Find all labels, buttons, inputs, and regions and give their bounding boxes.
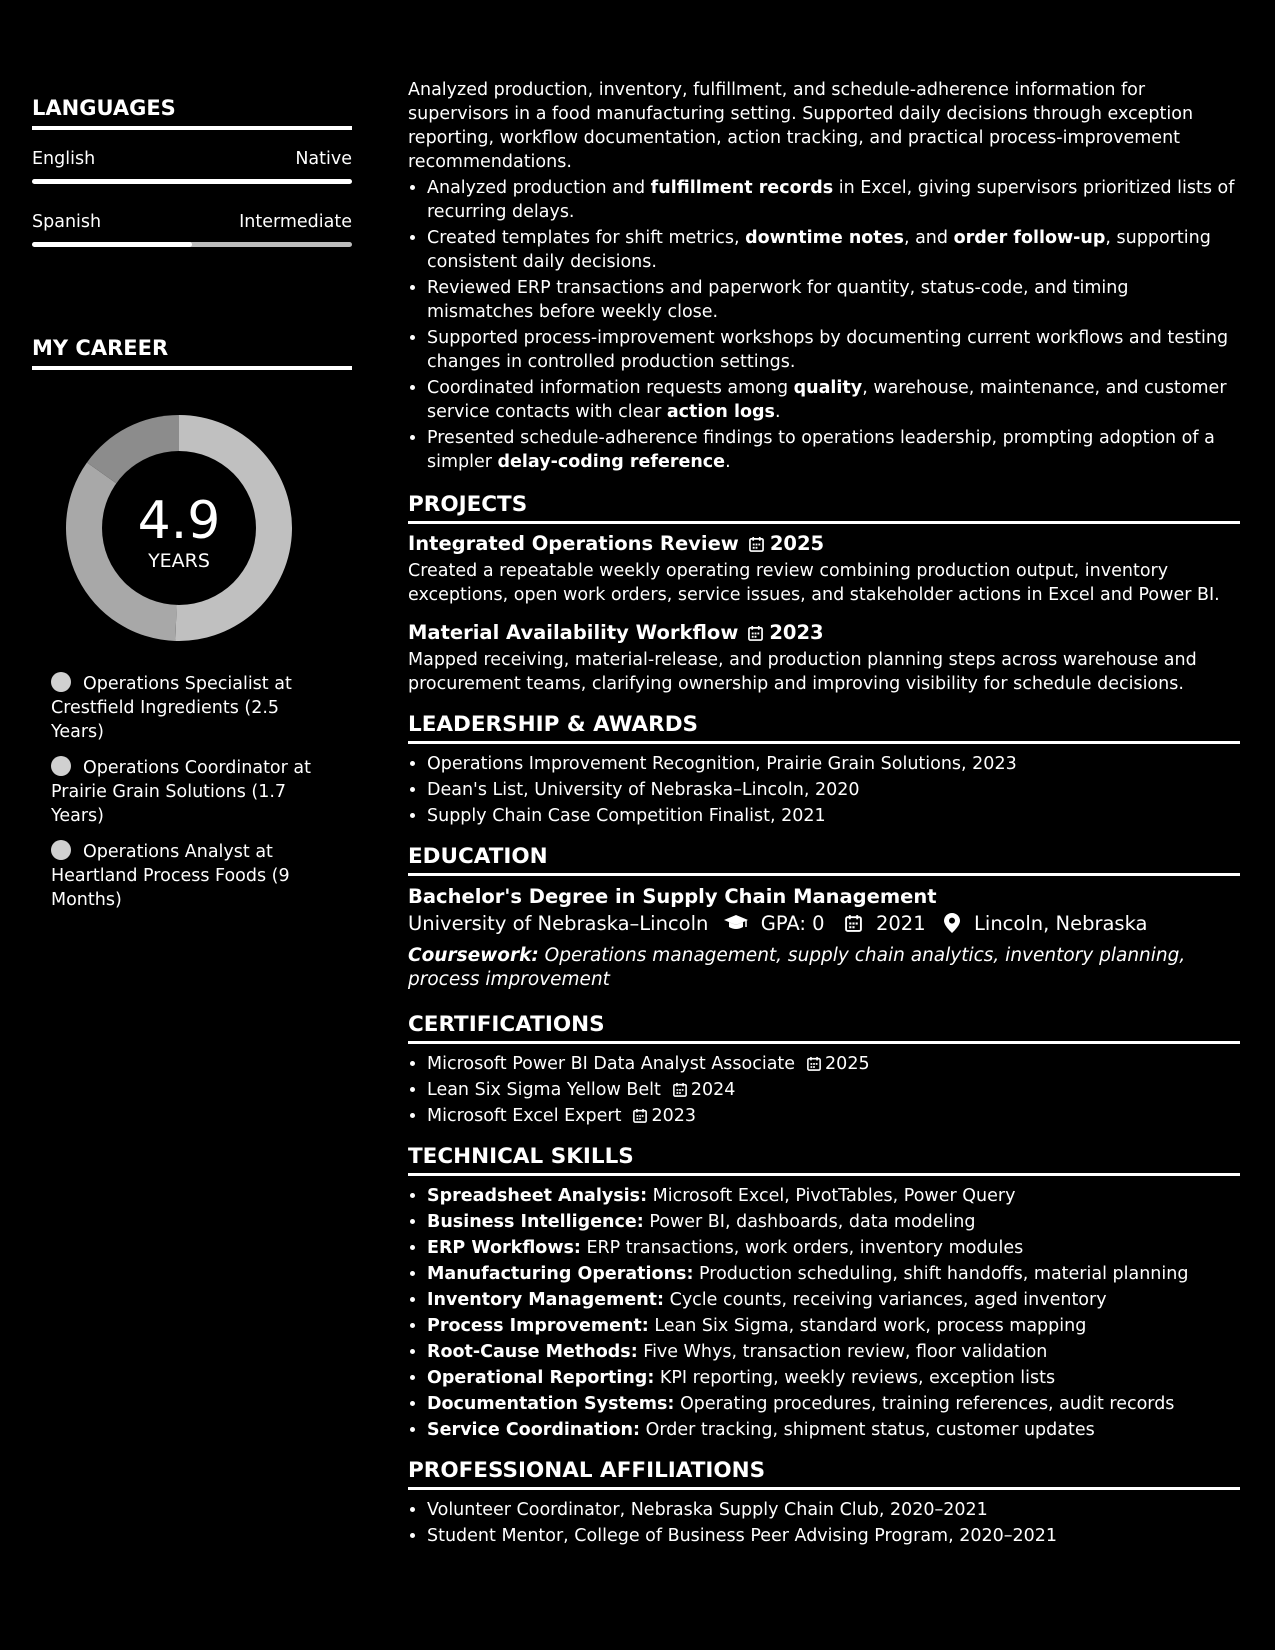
certification-item [427,1078,1240,1102]
skill-label: ERP Workflows: [427,1238,581,1258]
leadership-title: LEADERSHIP & AWARDS [408,712,1240,744]
language-proficiency-bar [32,179,352,184]
leadership-list [408,752,1240,828]
project-item [408,532,1240,607]
languages-title: LANGUAGES [32,96,352,130]
language-proficiency-fill [32,242,192,247]
experience-bullet: • Supported process-improvement workshops by documenting current workflows and testing changes in controlled production settings. [427,326,1240,374]
main-content [408,78,1240,1550]
career-legend-item [51,672,336,744]
skill-value: Production scheduling, shift handoffs, material planning [693,1264,1189,1284]
legend-dot-icon [51,840,71,860]
list-item: • Dean's List, University of Nebraska–Lincoln, 2020 [427,778,1240,802]
certification-year: 2023 [651,1106,697,1126]
skill-item [427,1184,1240,1208]
certification-name: Microsoft Excel Expert [427,1106,622,1126]
degree-name: Bachelor's Degree in Supply Chain Management [408,885,937,908]
project-description: Created a repeatable weekly operating review combining production output, inventory exceptions, open work orders, service issues, and stakeholder actions in Excel and Power BI. [408,561,1220,605]
project-name: Integrated Operations Review [408,532,739,555]
skill-label: Spreadsheet Analysis: [427,1186,648,1206]
calendar-icon [749,536,764,552]
language-proficiency-fill [32,179,352,184]
affiliations-title: PROFESSIONAL AFFILIATIONS [408,1458,1240,1490]
career-legend-item [51,756,336,828]
legend-dot-icon [51,756,71,776]
project-year: 2023 [769,621,824,644]
career-legend-item [51,840,336,912]
certifications-list [408,1052,1240,1128]
experience-bullet: • Created templates for shift metrics, downtime notes, and order follow-up, supporting consistent daily decisions. [427,226,1240,274]
skill-value: Microsoft Excel, PivotTables, Power Query [647,1186,1016,1206]
skill-item [427,1236,1240,1260]
list-item: • Operations Improvement Recognition, Prairie Grain Solutions, 2023 [427,752,1240,776]
calendar-icon [807,1056,821,1071]
list-item: • Student Mentor, College of Business Peer Advising Program, 2020–2021 [427,1524,1240,1548]
certification-name: Lean Six Sigma Yellow Belt [427,1080,661,1100]
career-legend-text: Operations Coordinator at Prairie Grain Solutions (1.7 Years) [51,758,311,826]
skill-value: Five Whys, transaction review, floor validation [637,1342,1048,1362]
certification-year: 2025 [825,1054,870,1074]
skill-label: Service Coordination: [427,1420,640,1440]
skill-label: Operational Reporting: [427,1368,655,1388]
language-item-spanish [32,212,352,247]
skill-item [427,1340,1240,1364]
experience-bullet: • Coordinated information requests among quality, warehouse, maintenance, and customer service contacts with clear action logs. [427,376,1240,424]
language-name: Spanish [32,212,102,232]
skill-label: Inventory Management: [427,1290,665,1310]
language-level: Intermediate [239,212,352,232]
skill-label: Process Improvement: [427,1316,649,1336]
school-location: Lincoln, Nebraska [974,912,1148,935]
skill-label: Root-Cause Methods: [427,1342,638,1362]
affiliations-section [408,1458,1240,1548]
experience-bullet: • Reviewed ERP transactions and paperwork for quantity, status-code, and timing mismatches before weekly close. [427,276,1240,324]
skill-value: Lean Six Sigma, standard work, process mapping [648,1316,1087,1336]
skill-label: Manufacturing Operations: [427,1264,694,1284]
project-year: 2025 [769,532,825,555]
career-title: MY CAREER [32,336,352,370]
certification-item [427,1052,1240,1076]
language-proficiency-bar [32,242,352,247]
skills-list [408,1184,1240,1442]
list-item: • Volunteer Coordinator, Nebraska Supply Chain Club, 2020–2021 [427,1498,1240,1522]
project-description: Mapped receiving, material-release, and production planning steps across warehouse and procurement teams, clarifying ownership and improving visibility for schedule decisions. [408,650,1197,694]
skill-item [427,1288,1240,1312]
coursework-text: Operations management, supply chain analytics, inventory planning, process improvement [408,945,1186,990]
projects-section [408,492,1240,696]
skill-value: Power BI, dashboards, data modeling [643,1212,976,1232]
list-item: • Supply Chain Case Competition Finalist, 2021 [427,804,1240,828]
graduation-cap-icon [723,914,749,932]
coursework [408,944,1240,992]
skill-item [427,1210,1240,1234]
calendar-icon [673,1082,687,1097]
experience-bullet: • Analyzed production and fulfillment records in Excel, giving supervisors prioritized lists of recurring delays. [427,176,1240,224]
career-total-unit: YEARS [148,550,210,572]
career-legend-text: Operations Specialist at Crestfield Ingredients (2.5 Years) [51,674,292,742]
career-total-years: 4.9 [137,491,221,551]
project-name: Material Availability Workflow [408,621,739,644]
leadership-section [408,712,1240,828]
career-legend [51,672,336,924]
skill-item [427,1392,1240,1416]
gpa: GPA: 0 [760,912,825,935]
skill-item [427,1418,1240,1442]
education-section [408,844,1240,992]
certification-year: 2024 [690,1080,736,1100]
project-item [408,621,1240,696]
language-item-english [32,149,352,184]
language-name: English [32,149,96,169]
language-level: Native [295,149,352,169]
affiliations-list [408,1498,1240,1548]
education-title: EDUCATION [408,844,1240,876]
skill-item [427,1262,1240,1286]
calendar-icon [748,625,763,641]
location-pin-icon [944,913,960,933]
project-heading [408,532,1240,555]
certifications-title: CERTIFICATIONS [408,1012,1240,1044]
career-donut-chart [66,415,292,641]
calendar-icon [845,914,862,932]
certification-name: Microsoft Power BI Data Analyst Associate [427,1054,796,1074]
projects-title: PROJECTS [408,492,1240,524]
coursework-label: Coursework: [408,945,539,966]
legend-dot-icon [51,672,71,692]
graduation-year: 2021 [875,912,926,935]
skill-value: Order tracking, shipment status, customer updates [640,1420,1095,1440]
skill-value: Cycle counts, receiving variances, aged inventory [664,1290,1107,1310]
skill-label: Documentation Systems: [427,1394,675,1414]
experience-summary: Analyzed production, inventory, fulfillment, and schedule-adherence information for supervisors in a food manufacturing setting. Supported daily decisions through exception reporting, workflow documentation, action tracking, and practical process-improvement recommendations. [408,80,1194,172]
calendar-icon [633,1108,647,1123]
experience-bullets [408,176,1240,474]
skill-value: ERP transactions, work orders, inventory modules [580,1238,1024,1258]
skills-title: TECHNICAL SKILLS [408,1144,1240,1176]
skill-label: Business Intelligence: [427,1212,644,1232]
certification-item [427,1104,1240,1128]
education-details [408,910,1240,938]
skill-value: KPI reporting, weekly reviews, exception lists [654,1368,1056,1388]
languages-section [32,96,352,247]
skills-section [408,1144,1240,1442]
certifications-section [408,1012,1240,1128]
experience-bullet: • Presented schedule-adherence findings to operations leadership, prompting adoption of a simpler delay-coding reference. [427,426,1240,474]
school-name: University of Nebraska–Lincoln [408,912,709,935]
project-heading [408,621,1240,644]
skill-item [427,1366,1240,1390]
skill-item [427,1314,1240,1338]
career-section [32,336,352,370]
career-legend-text: Operations Analyst at Heartland Process Foods (9 Months) [51,842,290,910]
skill-value: Operating procedures, training references, audit records [674,1394,1175,1414]
